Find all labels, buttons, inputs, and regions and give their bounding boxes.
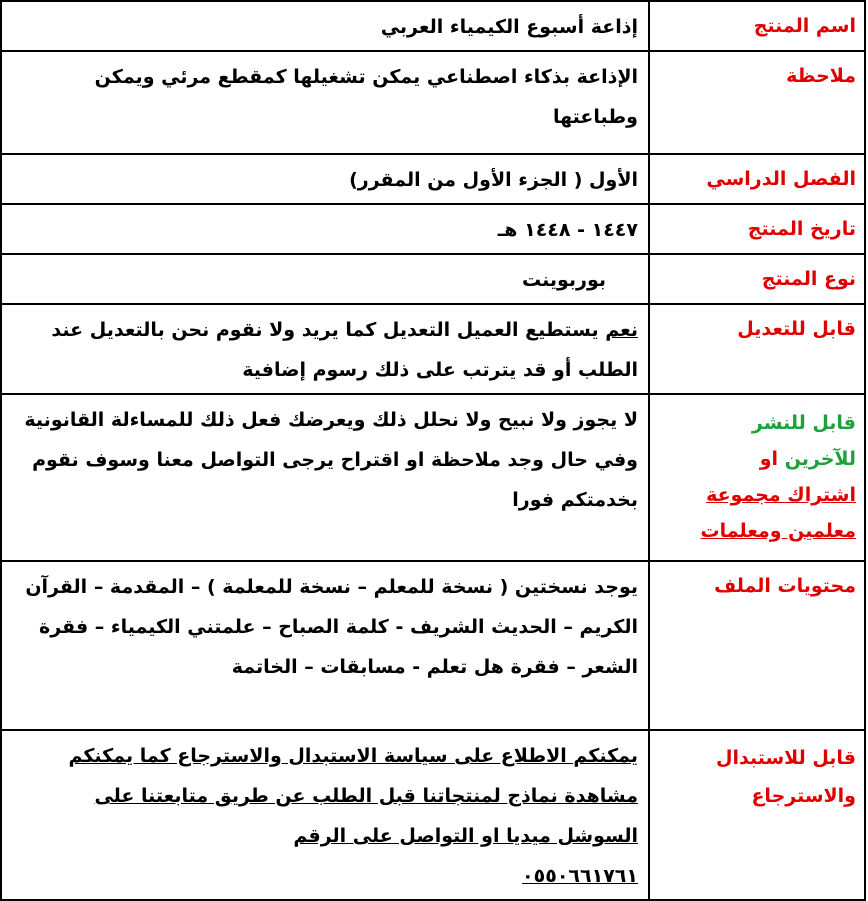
label-product-date: تاريخ المنتج: [649, 204, 865, 254]
returns-description: يمكنكم الاطلاع على سياسة الاستبدال والاسترجاع كما يمكنكم مشاهدة نماذج لمنتجاتنا قبل الطلب عن طريق متابعتنا على السوشل ميديا او التواصل على الرقم: [68, 745, 638, 847]
label-file-contents: محتويات الملف: [649, 561, 865, 730]
table-row: [1, 730, 865, 900]
table-row: [1, 561, 865, 730]
value-returns: [1, 730, 649, 900]
value-product-name: إذاعة أسبوع الكيمياء العربي: [1, 1, 649, 51]
label-product-name: اسم المنتج: [649, 1, 865, 51]
editable-description: يستطيع العميل التعديل كما يريد ولا نقوم نحن بالتعديل عند الطلب أو قد يترتب على ذلك رسوم إضافية: [51, 319, 638, 381]
value-note: الإذاعة بذكاء اصطناعي يمكن تشغيلها كمقطع مرئي ويمكن وطباعتها: [1, 51, 649, 154]
table-row: [1, 394, 865, 561]
table-row: [1, 254, 865, 304]
value-publishable: لا يجوز ولا نبيح ولا نحلل ذلك ويعرضك فعل ذلك للمساءلة القانونية وفي حال وجد ملاحظة او اقتراح يرجى التواصل معنا وسوف نقوم بخدمتكم فورا: [1, 394, 649, 561]
phone-number: ٠٥٥٠٦٦١٧٦١: [522, 865, 638, 887]
value-product-date: ١٤٤٧ - ١٤٤٨ هـ: [1, 204, 649, 254]
label-editable: قابل للتعديل: [649, 304, 865, 394]
label-semester: الفصل الدراسي: [649, 154, 865, 204]
table-row: [1, 1, 865, 51]
label-note: ملاحظة: [649, 51, 865, 154]
value-editable: [1, 304, 649, 394]
value-product-type: بوربوينت: [1, 254, 649, 304]
editable-yes: نعم: [605, 319, 638, 341]
table-row: [1, 154, 865, 204]
label-product-type: نوع المنتج: [649, 254, 865, 304]
label-returns: قابل للاستبدال والاسترجاع: [649, 730, 865, 900]
label-publishable-group: اشتراك مجموعة معلمين ومعلمات: [700, 484, 856, 542]
label-publishable-or: او: [759, 448, 779, 470]
table-row: [1, 304, 865, 394]
table-row: [1, 51, 865, 154]
value-file-contents: يوجد نسختين ( نسخة للمعلم – نسخة للمعلمة ) – المقدمة – القرآن الكريم – الحديث الشريف - كلمة الصباح – علمتني الكيمياء – فقرة الشعر – فقرة هل تعلم - مسابقات – الخاتمة: [1, 561, 649, 730]
label-publishable-part2: للآخرين: [784, 448, 856, 470]
value-semester: الأول ( الجزء الأول من المقرر): [1, 154, 649, 204]
table-row: [1, 204, 865, 254]
label-publishable: [649, 394, 865, 561]
label-publishable-part1: قابل للنشر: [751, 412, 856, 434]
